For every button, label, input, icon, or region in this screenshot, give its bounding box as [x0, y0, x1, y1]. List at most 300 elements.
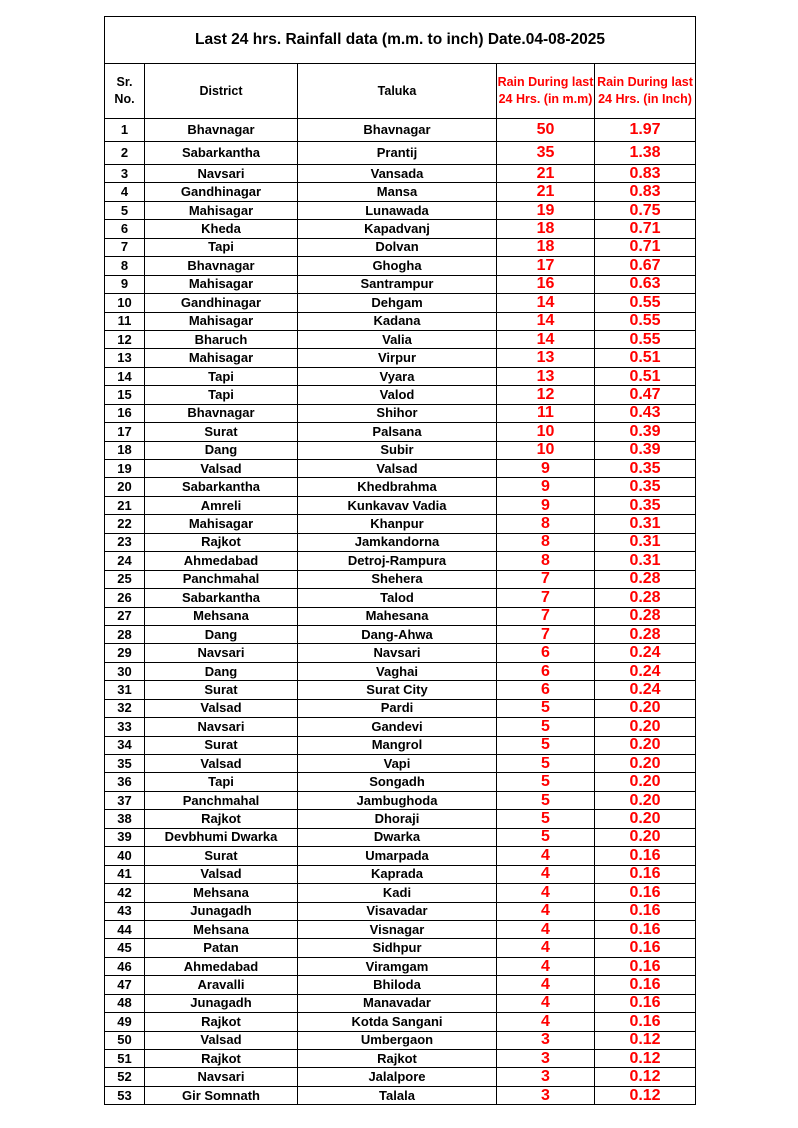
cell-taluka: Khedbrahma	[298, 478, 497, 496]
cell-district: Valsad	[145, 460, 298, 478]
cell-sr-no: 24	[105, 552, 145, 570]
cell-sr-no: 16	[105, 404, 145, 422]
cell-rain-mm: 6	[497, 644, 595, 662]
cell-rain-inch: 0.16	[595, 957, 696, 975]
cell-rain-inch: 0.16	[595, 884, 696, 902]
cell-sr-no: 50	[105, 1031, 145, 1049]
cell-taluka: Surat City	[298, 681, 497, 699]
cell-rain-mm: 3	[497, 1086, 595, 1104]
cell-sr-no: 19	[105, 460, 145, 478]
cell-district: Valsad	[145, 865, 298, 883]
cell-sr-no: 17	[105, 423, 145, 441]
cell-rain-inch: 0.28	[595, 570, 696, 588]
cell-sr-no: 28	[105, 625, 145, 643]
cell-rain-inch: 0.28	[595, 625, 696, 643]
cell-rain-inch: 1.97	[595, 119, 696, 142]
cell-district: Junagadh	[145, 902, 298, 920]
cell-district: Mehsana	[145, 607, 298, 625]
cell-taluka: Jalalpore	[298, 1068, 497, 1086]
cell-district: Panchmahal	[145, 570, 298, 588]
cell-rain-mm: 6	[497, 681, 595, 699]
cell-rain-mm: 13	[497, 367, 595, 385]
table-row	[105, 1086, 696, 1104]
cell-district: Bhavnagar	[145, 404, 298, 422]
cell-rain-inch: 0.20	[595, 773, 696, 791]
cell-district: Kheda	[145, 220, 298, 238]
cell-district: Panchmahal	[145, 791, 298, 809]
cell-rain-mm: 35	[497, 142, 595, 165]
cell-sr-no: 23	[105, 533, 145, 551]
table-row	[105, 1031, 696, 1049]
cell-rain-mm: 14	[497, 330, 595, 348]
table-row	[105, 994, 696, 1012]
cell-taluka: Shehera	[298, 570, 497, 588]
cell-taluka: Gandevi	[298, 718, 497, 736]
cell-taluka: Dwarka	[298, 828, 497, 846]
cell-taluka: Valod	[298, 386, 497, 404]
cell-district: Bhavnagar	[145, 257, 298, 275]
table-row	[105, 386, 696, 404]
table-row	[105, 201, 696, 219]
cell-rain-inch: 0.28	[595, 589, 696, 607]
table-row	[105, 718, 696, 736]
cell-rain-mm: 7	[497, 625, 595, 643]
cell-rain-inch: 0.24	[595, 644, 696, 662]
cell-sr-no: 9	[105, 275, 145, 293]
cell-taluka: Kotda Sangani	[298, 1013, 497, 1031]
cell-sr-no: 53	[105, 1086, 145, 1104]
table-row	[105, 865, 696, 883]
cell-taluka: Kadi	[298, 884, 497, 902]
cell-rain-inch: 0.12	[595, 1050, 696, 1068]
cell-rain-mm: 7	[497, 589, 595, 607]
cell-sr-no: 48	[105, 994, 145, 1012]
cell-rain-mm: 6	[497, 662, 595, 680]
table-row	[105, 939, 696, 957]
table-row	[105, 773, 696, 791]
cell-rain-inch: 0.16	[595, 1013, 696, 1031]
cell-rain-mm: 4	[497, 865, 595, 883]
header-taluka: Taluka	[298, 64, 497, 119]
cell-district: Surat	[145, 847, 298, 865]
cell-rain-inch: 0.12	[595, 1086, 696, 1104]
cell-district: Dang	[145, 625, 298, 643]
cell-rain-mm: 3	[497, 1068, 595, 1086]
cell-rain-inch: 0.67	[595, 257, 696, 275]
cell-taluka: Mangrol	[298, 736, 497, 754]
cell-district: Navsari	[145, 718, 298, 736]
cell-district: Tapi	[145, 367, 298, 385]
cell-taluka: Visavadar	[298, 902, 497, 920]
cell-rain-mm: 5	[497, 755, 595, 773]
cell-rain-mm: 9	[497, 496, 595, 514]
cell-taluka: Bhavnagar	[298, 119, 497, 142]
cell-district: Bharuch	[145, 330, 298, 348]
cell-district: Valsad	[145, 755, 298, 773]
cell-rain-mm: 50	[497, 119, 595, 142]
cell-rain-inch: 0.16	[595, 939, 696, 957]
cell-district: Gandhinagar	[145, 183, 298, 201]
cell-sr-no: 1	[105, 119, 145, 142]
cell-sr-no: 25	[105, 570, 145, 588]
cell-rain-inch: 0.16	[595, 865, 696, 883]
table-row	[105, 847, 696, 865]
cell-district: Mahisagar	[145, 275, 298, 293]
cell-district: Tapi	[145, 238, 298, 256]
cell-rain-mm: 19	[497, 201, 595, 219]
cell-sr-no: 33	[105, 718, 145, 736]
table-row	[105, 681, 696, 699]
cell-rain-inch: 0.20	[595, 791, 696, 809]
cell-district: Mehsana	[145, 884, 298, 902]
cell-rain-inch: 0.63	[595, 275, 696, 293]
cell-rain-mm: 14	[497, 312, 595, 330]
cell-rain-mm: 18	[497, 238, 595, 256]
header-rain-mm: Rain During last 24 Hrs. (in m.m)	[497, 64, 595, 119]
cell-rain-inch: 0.55	[595, 330, 696, 348]
table-row	[105, 1068, 696, 1086]
cell-sr-no: 30	[105, 662, 145, 680]
cell-district: Surat	[145, 423, 298, 441]
cell-sr-no: 13	[105, 349, 145, 367]
table-row	[105, 957, 696, 975]
table-row	[105, 441, 696, 459]
cell-rain-inch: 0.24	[595, 681, 696, 699]
cell-taluka: Kapadvanj	[298, 220, 497, 238]
cell-sr-no: 29	[105, 644, 145, 662]
cell-district: Gir Somnath	[145, 1086, 298, 1104]
table-row	[105, 257, 696, 275]
cell-taluka: Dehgam	[298, 294, 497, 312]
cell-taluka: Palsana	[298, 423, 497, 441]
cell-district: Dang	[145, 662, 298, 680]
cell-sr-no: 40	[105, 847, 145, 865]
table-row	[105, 699, 696, 717]
table-row	[105, 902, 696, 920]
cell-rain-mm: 8	[497, 552, 595, 570]
cell-rain-mm: 11	[497, 404, 595, 422]
cell-sr-no: 32	[105, 699, 145, 717]
cell-sr-no: 15	[105, 386, 145, 404]
cell-sr-no: 31	[105, 681, 145, 699]
cell-sr-no: 38	[105, 810, 145, 828]
cell-taluka: Subir	[298, 441, 497, 459]
cell-taluka: Visnagar	[298, 920, 497, 938]
cell-rain-inch: 0.16	[595, 847, 696, 865]
cell-district: Mehsana	[145, 920, 298, 938]
cell-rain-inch: 0.28	[595, 607, 696, 625]
cell-sr-no: 20	[105, 478, 145, 496]
cell-rain-mm: 8	[497, 533, 595, 551]
cell-sr-no: 7	[105, 238, 145, 256]
cell-rain-mm: 3	[497, 1031, 595, 1049]
cell-district: Mahisagar	[145, 312, 298, 330]
cell-taluka: Talod	[298, 589, 497, 607]
cell-district: Navsari	[145, 1068, 298, 1086]
cell-sr-no: 22	[105, 515, 145, 533]
cell-taluka: Detroj-Rampura	[298, 552, 497, 570]
cell-rain-inch: 0.16	[595, 920, 696, 938]
cell-taluka: Mansa	[298, 183, 497, 201]
cell-sr-no: 51	[105, 1050, 145, 1068]
cell-taluka: Shihor	[298, 404, 497, 422]
table-row	[105, 1013, 696, 1031]
cell-district: Sabarkantha	[145, 142, 298, 165]
report-title: Last 24 hrs. Rainfall data (m.m. to inch) Date.04-08-2025	[105, 17, 696, 64]
cell-rain-mm: 4	[497, 957, 595, 975]
cell-sr-no: 46	[105, 957, 145, 975]
cell-taluka: Kunkavav Vadia	[298, 496, 497, 514]
cell-rain-mm: 5	[497, 736, 595, 754]
cell-district: Ahmedabad	[145, 552, 298, 570]
cell-taluka: Kadana	[298, 312, 497, 330]
table-row	[105, 404, 696, 422]
cell-sr-no: 12	[105, 330, 145, 348]
cell-rain-inch: 0.83	[595, 165, 696, 183]
cell-rain-mm: 5	[497, 773, 595, 791]
cell-district: Tapi	[145, 773, 298, 791]
cell-taluka: Lunawada	[298, 201, 497, 219]
table-row	[105, 330, 696, 348]
cell-district: Rajkot	[145, 1013, 298, 1031]
cell-sr-no: 10	[105, 294, 145, 312]
cell-sr-no: 36	[105, 773, 145, 791]
cell-rain-inch: 0.31	[595, 552, 696, 570]
cell-district: Dang	[145, 441, 298, 459]
cell-sr-no: 6	[105, 220, 145, 238]
table-row	[105, 662, 696, 680]
table-row	[105, 165, 696, 183]
cell-rain-inch: 0.20	[595, 755, 696, 773]
cell-taluka: Virpur	[298, 349, 497, 367]
cell-rain-mm: 16	[497, 275, 595, 293]
cell-rain-mm: 4	[497, 920, 595, 938]
header-rain-inch: Rain During last 24 Hrs. (in Inch)	[595, 64, 696, 119]
cell-rain-mm: 10	[497, 423, 595, 441]
cell-taluka: Jamkandorna	[298, 533, 497, 551]
table-row	[105, 533, 696, 551]
cell-district: Rajkot	[145, 810, 298, 828]
cell-rain-mm: 4	[497, 902, 595, 920]
cell-rain-mm: 5	[497, 810, 595, 828]
cell-rain-mm: 9	[497, 460, 595, 478]
cell-district: Navsari	[145, 165, 298, 183]
table-row	[105, 349, 696, 367]
table-row	[105, 496, 696, 514]
cell-sr-no: 14	[105, 367, 145, 385]
cell-sr-no: 52	[105, 1068, 145, 1086]
cell-district: Bhavnagar	[145, 119, 298, 142]
cell-rain-mm: 4	[497, 976, 595, 994]
cell-rain-inch: 0.20	[595, 718, 696, 736]
cell-rain-inch: 0.20	[595, 828, 696, 846]
cell-rain-mm: 4	[497, 847, 595, 865]
table-row	[105, 238, 696, 256]
cell-taluka: Viramgam	[298, 957, 497, 975]
cell-rain-inch: 0.83	[595, 183, 696, 201]
table-row	[105, 976, 696, 994]
cell-rain-inch: 0.51	[595, 349, 696, 367]
rainfall-table	[104, 16, 696, 1105]
table-row	[105, 736, 696, 754]
cell-taluka: Vaghai	[298, 662, 497, 680]
cell-district: Mahisagar	[145, 349, 298, 367]
cell-rain-mm: 5	[497, 791, 595, 809]
cell-sr-no: 5	[105, 201, 145, 219]
table-row	[105, 119, 696, 142]
table-row	[105, 183, 696, 201]
cell-taluka: Dolvan	[298, 238, 497, 256]
cell-taluka: Bhiloda	[298, 976, 497, 994]
table-row	[105, 570, 696, 588]
cell-taluka: Mahesana	[298, 607, 497, 625]
cell-sr-no: 45	[105, 939, 145, 957]
cell-sr-no: 4	[105, 183, 145, 201]
cell-rain-inch: 0.35	[595, 496, 696, 514]
cell-rain-mm: 21	[497, 165, 595, 183]
cell-district: Sabarkantha	[145, 478, 298, 496]
cell-rain-inch: 0.47	[595, 386, 696, 404]
cell-taluka: Prantij	[298, 142, 497, 165]
table-row	[105, 275, 696, 293]
cell-district: Amreli	[145, 496, 298, 514]
cell-rain-mm: 17	[497, 257, 595, 275]
table-row	[105, 367, 696, 385]
cell-rain-inch: 0.55	[595, 294, 696, 312]
cell-sr-no: 18	[105, 441, 145, 459]
cell-taluka: Ghogha	[298, 257, 497, 275]
cell-rain-inch: 0.24	[595, 662, 696, 680]
cell-taluka: Santrampur	[298, 275, 497, 293]
table-row	[105, 515, 696, 533]
cell-rain-inch: 0.20	[595, 736, 696, 754]
cell-rain-inch: 0.31	[595, 533, 696, 551]
cell-rain-inch: 0.20	[595, 810, 696, 828]
cell-rain-mm: 8	[497, 515, 595, 533]
cell-district: Sabarkantha	[145, 589, 298, 607]
cell-rain-inch: 0.16	[595, 976, 696, 994]
cell-sr-no: 26	[105, 589, 145, 607]
cell-sr-no: 3	[105, 165, 145, 183]
cell-district: Surat	[145, 736, 298, 754]
cell-sr-no: 8	[105, 257, 145, 275]
table-row	[105, 607, 696, 625]
cell-taluka: Pardi	[298, 699, 497, 717]
cell-district: Rajkot	[145, 1050, 298, 1068]
cell-district: Gandhinagar	[145, 294, 298, 312]
cell-taluka: Kaprada	[298, 865, 497, 883]
cell-sr-no: 35	[105, 755, 145, 773]
cell-district: Mahisagar	[145, 201, 298, 219]
cell-rain-mm: 13	[497, 349, 595, 367]
cell-district: Surat	[145, 681, 298, 699]
cell-rain-mm: 5	[497, 828, 595, 846]
cell-district: Aravalli	[145, 976, 298, 994]
cell-rain-mm: 3	[497, 1050, 595, 1068]
table-row	[105, 220, 696, 238]
cell-district: Navsari	[145, 644, 298, 662]
header-sr-no: Sr. No.	[105, 64, 145, 119]
cell-rain-mm: 5	[497, 718, 595, 736]
cell-taluka: Navsari	[298, 644, 497, 662]
cell-rain-inch: 0.16	[595, 902, 696, 920]
cell-rain-mm: 5	[497, 699, 595, 717]
cell-district: Tapi	[145, 386, 298, 404]
cell-taluka: Umbergaon	[298, 1031, 497, 1049]
rainfall-report	[104, 16, 695, 1105]
cell-rain-mm: 14	[497, 294, 595, 312]
cell-district: Mahisagar	[145, 515, 298, 533]
table-row	[105, 828, 696, 846]
cell-taluka: Vansada	[298, 165, 497, 183]
cell-taluka: Vyara	[298, 367, 497, 385]
cell-rain-inch: 0.39	[595, 423, 696, 441]
cell-rain-mm: 21	[497, 183, 595, 201]
cell-rain-mm: 4	[497, 939, 595, 957]
table-row	[105, 552, 696, 570]
cell-taluka: Sidhpur	[298, 939, 497, 957]
cell-taluka: Manavadar	[298, 994, 497, 1012]
table-row	[105, 1050, 696, 1068]
cell-sr-no: 27	[105, 607, 145, 625]
cell-sr-no: 47	[105, 976, 145, 994]
cell-sr-no: 42	[105, 884, 145, 902]
table-row	[105, 312, 696, 330]
cell-district: Junagadh	[145, 994, 298, 1012]
cell-rain-inch: 0.20	[595, 699, 696, 717]
cell-sr-no: 44	[105, 920, 145, 938]
cell-rain-inch: 0.71	[595, 220, 696, 238]
table-row	[105, 294, 696, 312]
cell-taluka: Jambughoda	[298, 791, 497, 809]
cell-taluka: Rajkot	[298, 1050, 497, 1068]
cell-district: Valsad	[145, 699, 298, 717]
cell-district: Rajkot	[145, 533, 298, 551]
table-row	[105, 460, 696, 478]
cell-rain-mm: 18	[497, 220, 595, 238]
table-row	[105, 810, 696, 828]
cell-rain-inch: 1.38	[595, 142, 696, 165]
cell-rain-inch: 0.75	[595, 201, 696, 219]
table-row	[105, 920, 696, 938]
cell-sr-no: 39	[105, 828, 145, 846]
cell-sr-no: 2	[105, 142, 145, 165]
cell-rain-mm: 7	[497, 607, 595, 625]
cell-rain-mm: 10	[497, 441, 595, 459]
table-row	[105, 644, 696, 662]
cell-district: Patan	[145, 939, 298, 957]
table-row	[105, 755, 696, 773]
cell-rain-mm: 9	[497, 478, 595, 496]
cell-taluka: Songadh	[298, 773, 497, 791]
cell-rain-mm: 4	[497, 994, 595, 1012]
cell-rain-inch: 0.31	[595, 515, 696, 533]
header-row	[105, 64, 696, 119]
cell-sr-no: 37	[105, 791, 145, 809]
table-row	[105, 791, 696, 809]
cell-rain-inch: 0.35	[595, 460, 696, 478]
table-row	[105, 589, 696, 607]
cell-rain-inch: 0.39	[595, 441, 696, 459]
cell-taluka: Dhoraji	[298, 810, 497, 828]
cell-taluka: Umarpada	[298, 847, 497, 865]
cell-rain-mm: 4	[497, 884, 595, 902]
table-row	[105, 478, 696, 496]
cell-taluka: Khanpur	[298, 515, 497, 533]
cell-district: Ahmedabad	[145, 957, 298, 975]
table-row	[105, 625, 696, 643]
cell-taluka: Vapi	[298, 755, 497, 773]
